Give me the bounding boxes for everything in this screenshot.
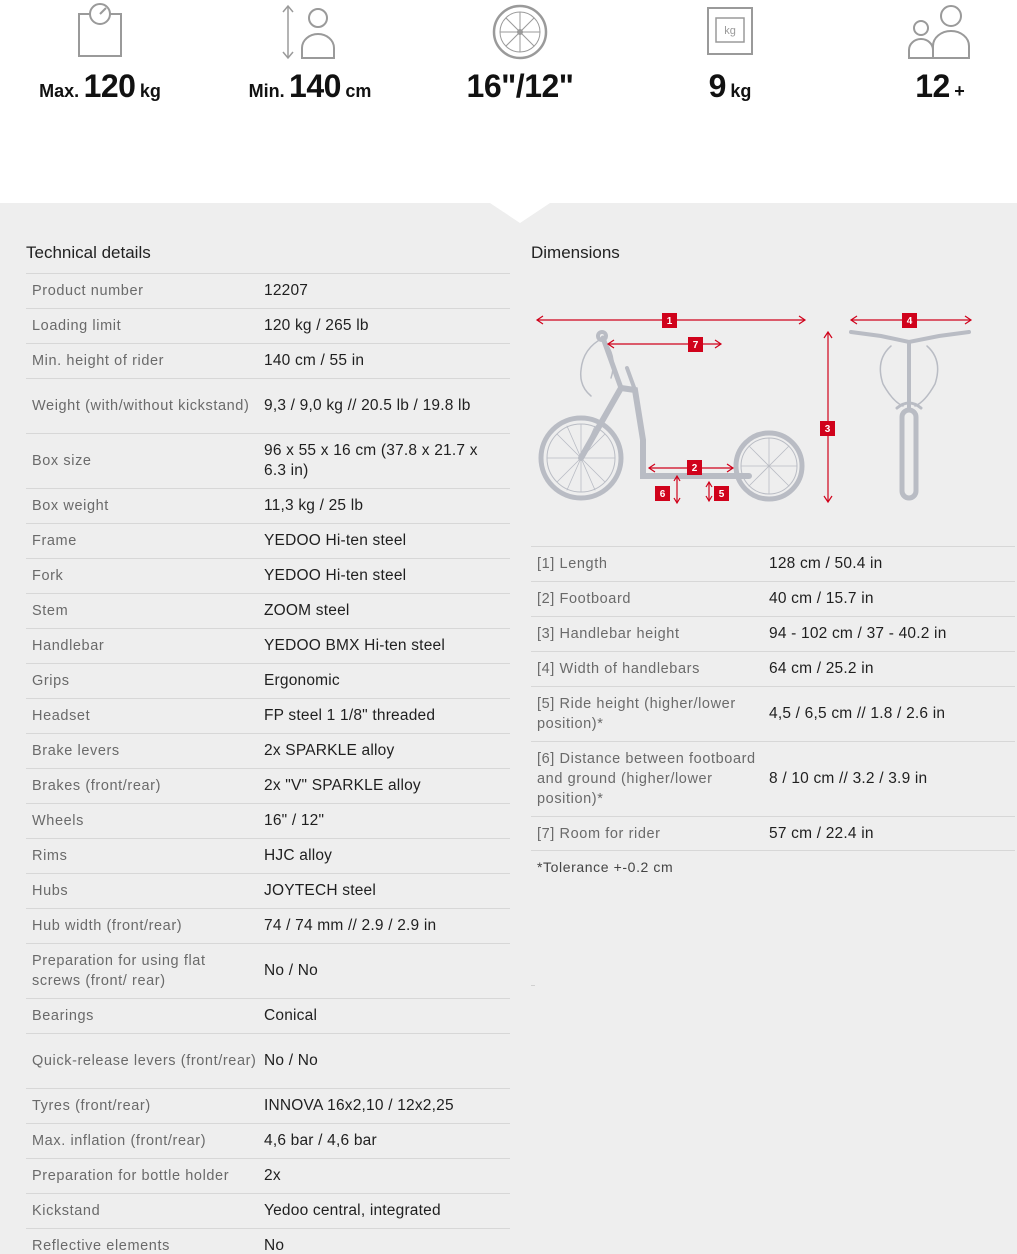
table-row xyxy=(26,343,510,378)
table-row xyxy=(26,838,510,873)
table-row xyxy=(26,1088,510,1123)
stat-number: 12 xyxy=(915,68,950,104)
row-value: 4,5 / 6,5 cm // 1.8 / 2.6 in xyxy=(769,705,946,722)
stat-unit: kg xyxy=(730,81,752,101)
weight-limit-icon xyxy=(76,2,124,60)
table-row xyxy=(26,558,510,593)
dimension-badge-2 xyxy=(687,460,702,475)
row-value: JOYTECH steel xyxy=(264,882,376,899)
row-label: Hub width (front/rear) xyxy=(32,918,183,934)
age-icon xyxy=(905,2,975,62)
table-row xyxy=(26,803,510,838)
scooter-side-view-icon xyxy=(541,332,802,499)
row-label: Loading limit xyxy=(32,318,122,334)
dimensions-diagram xyxy=(531,300,1015,515)
row-label: Quick-release levers (front/rear) xyxy=(32,1053,257,1069)
rider-height-icon xyxy=(280,2,340,62)
table-row xyxy=(26,1228,510,1254)
table-row xyxy=(26,523,510,558)
row-label: Tyres (front/rear) xyxy=(32,1098,151,1114)
row-value: 40 cm / 15.7 in xyxy=(769,590,874,607)
svg-text:7: 7 xyxy=(692,340,699,351)
stat-unit: cm xyxy=(345,81,372,101)
row-label: Hubs xyxy=(32,883,69,899)
row-label: Product number xyxy=(32,283,144,299)
table-row xyxy=(26,998,510,1033)
table-row xyxy=(531,816,1015,851)
row-value: 57 cm / 22.4 in xyxy=(769,824,874,842)
stat-age xyxy=(840,0,1017,105)
row-label: [2] Footboard xyxy=(537,591,632,607)
table-row xyxy=(26,378,510,433)
svg-text:2: 2 xyxy=(691,463,698,474)
table-row xyxy=(26,308,510,343)
row-value: 96 x 55 x 16 cm (37.8 x 21.7 x 6.3 in) xyxy=(264,442,478,479)
stat-unit: kg xyxy=(139,81,161,101)
row-label: Kickstand xyxy=(32,1203,101,1219)
table-row xyxy=(26,433,510,488)
dimension-badge-1 xyxy=(662,313,677,328)
row-value: ZOOM steel xyxy=(264,602,350,619)
row-label: Rims xyxy=(32,848,68,864)
technical-details-title: Technical details xyxy=(26,243,151,262)
row-value: 128 cm / 50.4 in xyxy=(769,555,883,572)
row-label: Brake levers xyxy=(32,743,120,759)
row-label: Box weight xyxy=(32,498,109,514)
row-value: YEDOO Hi-ten steel xyxy=(264,567,407,584)
row-label: Handlebar xyxy=(32,638,105,654)
table-row xyxy=(26,488,510,523)
row-label: Grips xyxy=(32,673,70,689)
svg-text:4: 4 xyxy=(906,316,913,327)
row-label: [5] Ride height (higher/lower position)* xyxy=(537,696,736,732)
stat-number: 9 xyxy=(708,68,726,104)
row-label: Fork xyxy=(32,568,64,584)
table-row xyxy=(531,546,1015,581)
table-row xyxy=(26,733,510,768)
table-row xyxy=(26,908,510,943)
row-label: Stem xyxy=(32,603,69,619)
row-label: Preparation for bottle holder xyxy=(32,1168,230,1184)
row-label: [1] Length xyxy=(537,556,608,572)
row-value: No / No xyxy=(264,962,318,979)
table-row xyxy=(531,581,1015,616)
row-value: 4,6 bar / 4,6 bar xyxy=(264,1132,377,1149)
stat-min-height xyxy=(210,0,410,105)
row-label: [3] Handlebar height xyxy=(537,626,680,642)
svg-text:6: 6 xyxy=(659,489,666,500)
dimension-badge-7 xyxy=(688,337,703,352)
row-value: FP steel 1 1/8" threaded xyxy=(264,707,436,724)
row-label: Headset xyxy=(32,708,91,724)
row-label: Preparation for using flat screws (front/ rear) xyxy=(32,953,206,989)
stat-number: 16"/12" xyxy=(466,68,574,104)
stats-bar xyxy=(0,0,1017,203)
row-label: Min. height of rider xyxy=(32,353,165,369)
table-row xyxy=(26,943,510,998)
row-label: Brakes (front/rear) xyxy=(32,778,162,794)
scooter-front-view-icon xyxy=(851,332,969,498)
row-label: Wheels xyxy=(32,813,84,829)
row-value: 94 - 102 cm / 37 - 40.2 in xyxy=(769,625,947,642)
table-row xyxy=(26,873,510,908)
stat-prefix: Min. xyxy=(248,81,285,101)
row-value: No / No xyxy=(264,1052,318,1069)
table-row xyxy=(531,686,1015,741)
table-row xyxy=(26,1158,510,1193)
dimensions-title: Dimensions xyxy=(531,243,620,262)
stat-weight xyxy=(630,0,830,105)
table-row xyxy=(26,768,510,803)
table-row xyxy=(26,698,510,733)
row-value: 11,3 kg / 25 lb xyxy=(264,497,364,514)
row-label: Box size xyxy=(32,453,92,469)
row-label: Bearings xyxy=(32,1008,95,1024)
row-value: Yedoo central, integrated xyxy=(264,1202,441,1219)
row-value: No xyxy=(264,1237,285,1254)
tolerance-note: *Tolerance +-0.2 cm xyxy=(537,859,674,875)
row-value: 2x "V" SPARKLE alloy xyxy=(264,777,421,794)
dimensions-table xyxy=(531,546,1015,851)
row-label: [7] Room for rider xyxy=(537,825,661,842)
table-row xyxy=(531,651,1015,686)
dimension-badge-5 xyxy=(714,486,729,501)
wheel-icon xyxy=(490,2,550,62)
stat-unit: + xyxy=(954,81,965,101)
stat-wheels xyxy=(420,0,620,105)
svg-text:5: 5 xyxy=(718,489,725,500)
row-value: 12207 xyxy=(264,282,309,299)
stat-prefix: Max. xyxy=(39,81,80,101)
panel-notch xyxy=(490,203,550,223)
table-row xyxy=(531,741,1015,816)
row-value: Ergonomic xyxy=(264,672,340,689)
row-value: 8 / 10 cm // 3.2 / 3.9 in xyxy=(769,770,928,787)
row-label: Reflective elements xyxy=(32,1238,170,1254)
row-value: 74 / 74 mm // 2.9 / 2.9 in xyxy=(264,917,437,934)
dimension-badge-6 xyxy=(655,486,670,501)
row-value: Conical xyxy=(264,1007,318,1024)
row-value: 2x SPARKLE alloy xyxy=(264,742,395,759)
row-value: 9,3 / 9,0 kg // 20.5 lb / 19.8 lb xyxy=(264,397,471,414)
stat-number: 140 xyxy=(289,68,341,104)
row-label: [4] Width of handlebars xyxy=(537,661,700,677)
row-value: YEDOO BMX Hi-ten steel xyxy=(264,637,445,654)
table-row xyxy=(26,273,510,308)
table-row xyxy=(26,1033,510,1088)
table-row xyxy=(26,593,510,628)
row-value: 140 cm / 55 in xyxy=(264,352,365,369)
row-value: HJC alloy xyxy=(264,847,333,864)
stat-max-load xyxy=(0,0,200,105)
table-row xyxy=(26,628,510,663)
row-value: 16" / 12" xyxy=(264,812,325,829)
row-label: Weight (with/without kickstand) xyxy=(32,398,250,414)
row-label: Max. inflation (front/rear) xyxy=(32,1133,207,1149)
divider xyxy=(531,985,535,986)
svg-text:kg: kg xyxy=(724,25,736,37)
row-value: 120 kg / 265 lb xyxy=(264,317,369,334)
row-label: [6] Distance between footboard and ground (higher/lower position)* xyxy=(537,751,756,807)
svg-text:3: 3 xyxy=(824,424,831,435)
row-label: Frame xyxy=(32,533,77,549)
svg-text:1: 1 xyxy=(666,316,673,327)
row-value: YEDOO Hi-ten steel xyxy=(264,532,407,549)
table-row xyxy=(531,616,1015,651)
dimension-badge-3 xyxy=(820,421,835,436)
dimension-badge-4 xyxy=(902,313,917,328)
row-value: 64 cm / 25.2 in xyxy=(769,660,874,677)
table-row xyxy=(26,663,510,698)
technical-details-table xyxy=(26,273,510,1254)
row-value: INNOVA 16x2,10 / 12x2,25 xyxy=(264,1097,454,1114)
table-row xyxy=(26,1193,510,1228)
row-value: 2x xyxy=(264,1167,281,1184)
stat-number: 120 xyxy=(83,68,136,104)
table-row xyxy=(26,1123,510,1158)
kg-weight-icon xyxy=(705,2,755,58)
